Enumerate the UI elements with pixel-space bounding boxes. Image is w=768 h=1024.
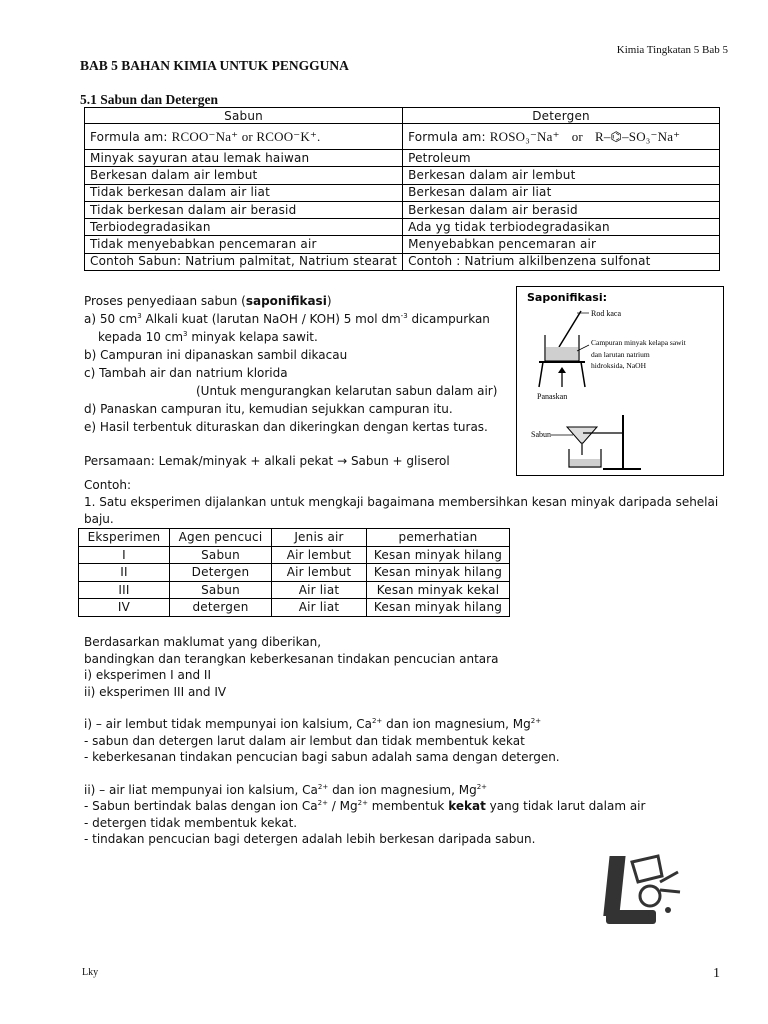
answer-text: membentuk <box>367 799 449 813</box>
question-line: Berdasarkan maklumat yang diberikan, <box>84 635 322 649</box>
cell: III <box>79 581 170 599</box>
page-number: 1 <box>713 966 720 981</box>
sabun-formula-cell <box>85 124 403 150</box>
step-text: Alkali kuat (larutan NaOH / KOH) 5 mol dm <box>141 312 401 326</box>
cell: Ada yg tidak terbiodegradasikan <box>403 219 720 236</box>
answer-text: dan ion magnesium, Mg <box>328 782 477 797</box>
reaction-equation: Persamaan: Lemak/minyak + alkali pekat → Sabun + gliserol <box>84 454 450 468</box>
label-mixture-line3: hidroksida, NaOH <box>591 361 646 370</box>
cell: I <box>79 546 170 564</box>
step-text: dicampurkan <box>407 312 490 326</box>
label-mixture-line1: Campuran minyak kelapa sawit <box>591 338 686 347</box>
superscript: 2+ <box>317 799 328 807</box>
cell: II <box>79 564 170 582</box>
step-a-continued <box>84 328 497 346</box>
answer-text: yang tidak larut dalam air <box>485 799 646 813</box>
cell: Contoh Sabun: Natrium palmitat, Natrium stearat <box>85 253 403 270</box>
superscript: 2+ <box>317 782 329 791</box>
section-title: 5.1 Sabun dan Detergen <box>80 92 219 107</box>
cell: Tidak berkesan dalam air liat <box>85 184 403 201</box>
label-mixture-line2: dan larutan natrium <box>591 350 650 359</box>
step-text: kepada 10 cm <box>98 330 184 344</box>
example-question-line2: baju. <box>84 512 114 526</box>
intro-keyword: saponifikasi <box>245 294 327 308</box>
cell: Air lembut <box>272 564 367 582</box>
answer-i-line3: - keberkesanan tindakan pencucian bagi sabun adalah sama dengan detergen. <box>84 750 560 764</box>
cell: Kesan minyak hilang <box>367 564 510 582</box>
table-row <box>85 167 720 184</box>
header-jenis-air: Jenis air <box>272 529 367 547</box>
superscript: 2+ <box>371 717 383 725</box>
cell: Sabun <box>170 546 272 564</box>
table-row <box>85 184 720 201</box>
table-row <box>85 219 720 236</box>
apparatus-illustration <box>517 287 723 475</box>
saponification-apparatus-diagram <box>516 286 724 476</box>
tripod-leg <box>539 362 543 387</box>
table-row <box>85 201 720 218</box>
formula-label: Formula am: <box>408 129 490 144</box>
superscript: 2+ <box>357 799 368 807</box>
answer-ii-line2 <box>84 798 645 815</box>
answer-ii-line4: - tindakan pencucian bagi detergen adalah lebih berkesan daripada sabun. <box>84 832 536 846</box>
cell: Contoh : Natrium alkilbenzena sulfonat <box>403 253 720 270</box>
cell: Berkesan dalam air berasid <box>403 201 720 218</box>
answer-text: / Mg <box>327 799 358 813</box>
cell: Petroleum <box>403 150 720 167</box>
step-c: c) Tambah air dan natrium klorida <box>84 366 288 380</box>
cell: Kesan minyak hilang <box>367 599 510 617</box>
intro-text: Proses penyediaan sabun ( <box>84 294 246 308</box>
step-e: e) Hasil terbentuk dituraskan dan dikeringkan dengan kertas turas. <box>84 420 488 434</box>
cell: Berkesan dalam air lembut <box>85 167 403 184</box>
formula-row <box>85 124 720 150</box>
saponification-procedure <box>84 292 497 470</box>
step-text: a) 50 cm <box>84 312 138 326</box>
cell: Air lembut <box>272 546 367 564</box>
question-line: i) eksperimen I and II <box>84 668 211 682</box>
step-a <box>84 310 497 328</box>
cell: detergen <box>170 599 272 617</box>
intro-close: ) <box>326 294 332 308</box>
cell: Kesan minyak kekal <box>367 581 510 599</box>
cell: IV <box>79 599 170 617</box>
table-row <box>85 253 720 270</box>
label-heat: Panaskan <box>537 392 568 401</box>
label-soap: Sabun <box>531 430 551 439</box>
superscript: 2+ <box>530 717 542 725</box>
cell: Kesan minyak hilang <box>367 546 510 564</box>
label-rod: Rod kaca <box>591 309 621 318</box>
table-row <box>85 236 720 253</box>
answer-ii-line3: - detergen tidak membentuk kekat. <box>84 815 298 830</box>
cell: Air liat <box>272 581 367 599</box>
header-pemerhatian: pemerhatian <box>367 529 510 547</box>
filtrate-liquid <box>570 459 600 466</box>
cell: Detergen <box>170 564 272 582</box>
step-b: b) Campuran ini dipanaskan sambil dikacau <box>84 348 348 362</box>
glass-rod <box>559 311 581 347</box>
example-heading: Contoh: <box>84 478 132 492</box>
superscript: 3 <box>183 330 188 338</box>
author-logo <box>602 852 684 936</box>
answer-i-line2: - sabun dan detergen larut dalam air lembut dan tidak membentuk kekat <box>84 733 525 748</box>
table-header-row <box>79 529 510 547</box>
detergen-formula-a: ROSO₃⁻Na⁺ <box>489 128 560 144</box>
running-header: Kimia Tingkatan 5 Bab 5 <box>616 44 728 56</box>
table-row <box>85 150 720 167</box>
cell: Air liat <box>272 599 367 617</box>
tripod-leg <box>581 362 585 387</box>
superscript: 3 <box>137 312 142 320</box>
discussion-section <box>84 634 645 848</box>
mixture-liquid <box>546 347 578 360</box>
step-c-note: (Untuk mengurangkan kelarutan sabun dalam air) <box>196 384 498 398</box>
formula-or: or <box>571 128 583 144</box>
diagram-title: Saponifikasi: <box>527 291 607 304</box>
detergen-formula-b: R–⌬–SO₃⁻Na⁺ <box>594 128 681 144</box>
procedure-intro <box>84 292 497 310</box>
step-text: minyak kelapa sawit. <box>187 330 318 344</box>
example-question-line1: 1. Satu eksperimen dijalankan untuk mengkaji bagaimana membersihkan kesan minyak daripada sehelai <box>84 495 719 509</box>
chapter-title: BAB 5 BAHAN KIMIA UNTUK PENGGUNA <box>80 58 349 73</box>
cell: Berkesan dalam air liat <box>403 184 720 201</box>
keyword-kekat: kekat <box>448 799 486 813</box>
soap-detergent-comparison-table <box>84 107 720 271</box>
heat-arrow-head <box>558 367 566 373</box>
cell: Minyak sayuran atau lemak haiwan <box>85 150 403 167</box>
cell: Tidak berkesan dalam air berasid <box>85 201 403 218</box>
answer-text: - Sabun bertindak balas dengan ion Ca <box>84 799 318 813</box>
answer-text: i) – air lembut tidak mempunyai ion kalsium, Ca <box>84 717 372 731</box>
cell: Menyebabkan pencemaran air <box>403 236 720 253</box>
logo-icon <box>602 852 684 932</box>
table-row <box>79 546 510 564</box>
answer-text: dan ion magnesium, Mg <box>382 717 531 731</box>
table-header-row <box>85 108 720 124</box>
table-row <box>79 564 510 582</box>
example-section <box>84 477 724 528</box>
table-row <box>79 599 510 617</box>
cell: Berkesan dalam air lembut <box>403 167 720 184</box>
answer-ii-line1 <box>84 782 645 799</box>
footer-author: Lky <box>82 967 99 978</box>
sabun-formula: RCOO⁻Na⁺ or RCOO⁻K⁺. <box>171 128 321 144</box>
header-sabun: Sabun <box>85 108 403 124</box>
formula-label: Formula am: <box>90 129 172 144</box>
superscript: 2+ <box>476 782 488 791</box>
answer-text: ii) – air liat mempunyai ion kalsium, Ca <box>84 782 318 797</box>
cell: Tidak menyebabkan pencemaran air <box>85 236 403 253</box>
answer-i-line1 <box>84 716 645 733</box>
step-d: d) Panaskan campuran itu, kemudian sejukkan campuran itu. <box>84 402 453 416</box>
experiment-table <box>78 528 510 617</box>
header-detergen: Detergen <box>403 108 720 124</box>
question-line: bandingkan dan terangkan keberkesanan tindakan pencucian antara <box>84 651 499 666</box>
table-row <box>79 581 510 599</box>
question-line: ii) eksperimen III and IV <box>84 684 227 699</box>
cell: Sabun <box>170 581 272 599</box>
superscript: -3 <box>400 312 408 320</box>
cell: Terbiodegradasikan <box>85 219 403 236</box>
detergen-formula-cell <box>403 124 720 150</box>
header-agen-pencuci: Agen pencuci <box>170 529 272 547</box>
header-eksperimen: Eksperimen <box>79 529 170 547</box>
